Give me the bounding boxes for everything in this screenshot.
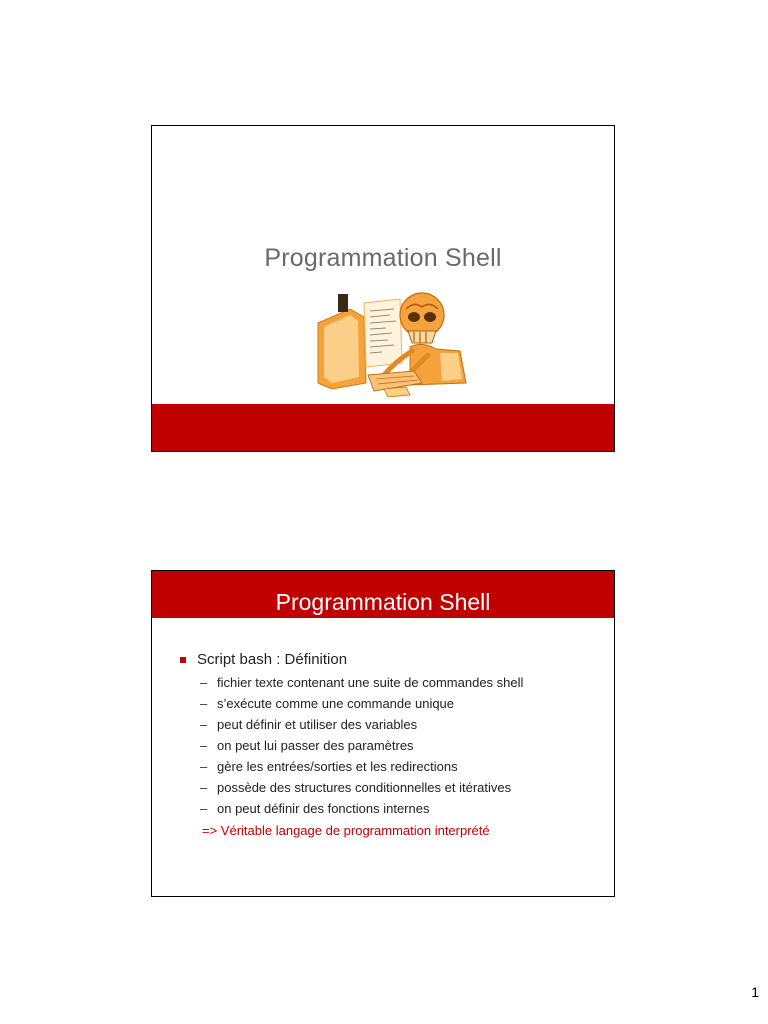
page-number: 1 <box>751 984 759 1000</box>
dash-marker: – <box>200 738 208 753</box>
dash-marker: – <box>200 801 208 816</box>
list-item-text: fichier texte contenant une suite de commandes shell <box>217 675 524 690</box>
list-item <box>200 780 523 801</box>
slide-1 <box>151 125 615 452</box>
list-item-text: gère les entrées/sorties et les redirections <box>217 759 458 774</box>
slide-1-title: Programmation Shell <box>264 244 502 272</box>
list-item <box>200 738 523 759</box>
conclusion-text: => Véritable langage de programmation interprété <box>202 823 490 838</box>
list-item-text: possède des structures conditionnelles et itératives <box>217 780 512 795</box>
list-item <box>200 717 523 738</box>
list-item <box>200 759 523 780</box>
list-item <box>200 801 523 822</box>
list-item <box>200 675 523 696</box>
list-item-text: on peut lui passer des paramètres <box>217 738 414 753</box>
bullet-text: Script bash : Définition <box>197 651 348 668</box>
dash-marker: – <box>200 696 208 711</box>
slide-2 <box>151 570 615 897</box>
bullet-item <box>180 651 347 668</box>
dash-marker: – <box>200 675 208 690</box>
dash-marker: – <box>200 780 208 795</box>
list-item-text: on peut définir des fonctions internes <box>217 801 430 816</box>
list-item-text: peut définir et utiliser des variables <box>217 717 418 732</box>
skeleton-computer-illustration <box>310 291 470 399</box>
dash-marker: – <box>200 759 208 774</box>
slide-2-title: Programmation Shell <box>152 571 614 618</box>
list-item <box>200 696 523 717</box>
sub-list <box>200 675 523 822</box>
square-bullet-icon <box>180 657 186 663</box>
dash-marker: – <box>200 717 208 732</box>
slide-1-footer-band <box>152 404 614 451</box>
list-item-text: s’exécute comme une commande unique <box>217 696 455 711</box>
